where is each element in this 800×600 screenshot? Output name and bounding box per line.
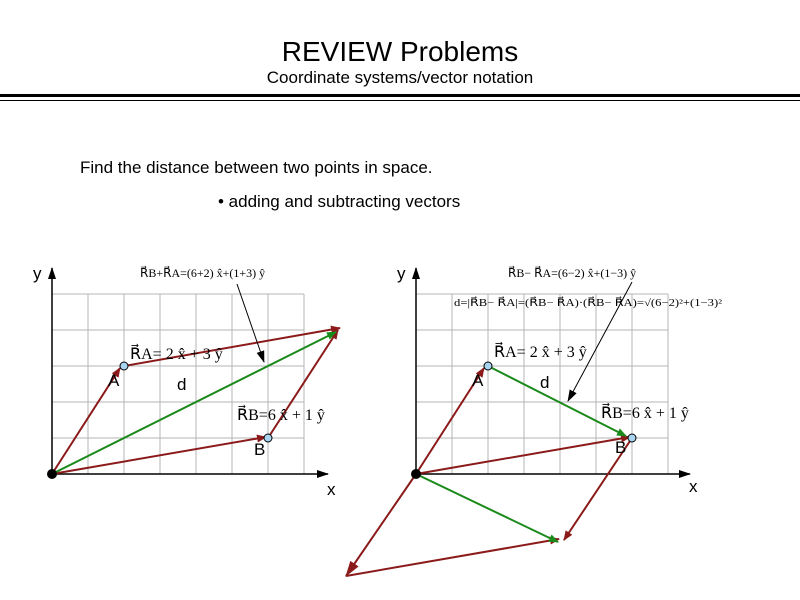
- right-point-a: [484, 362, 492, 370]
- left-eq-rb: R⃗B=6 x̂ + 1 ŷ: [237, 407, 325, 424]
- bullet-item: • adding and subtracting vectors: [218, 192, 461, 211]
- right-point-b: [628, 434, 636, 442]
- right-eq-dist: d=|R⃗B− R⃗A|=(R⃗B− R⃗A)·(R⃗B− R⃗A)=√(6−2)²+(1−3)²: [454, 298, 667, 309]
- page-title: REVIEW Problems: [281, 36, 519, 67]
- problem-statement: Find the distance between two points in space.: [80, 158, 433, 177]
- right-x-label: x: [689, 477, 698, 496]
- left-point-a: [120, 362, 128, 370]
- right-vector-neg-ra: [346, 474, 416, 576]
- left-label-a: A: [108, 371, 120, 390]
- right-vector-rb: [416, 437, 630, 474]
- right-vector-diff-origin: [416, 474, 558, 542]
- right-label-a: A: [472, 371, 484, 390]
- left-eq-sum: R⃗B+R⃗A=(6+2) x̂+(1+3) ŷ: [140, 266, 266, 280]
- right-eq-rb: R⃗B=6 x̂ + 1 ŷ: [601, 405, 689, 422]
- page-subtitle: Coordinate systems/vector notation: [266, 68, 534, 87]
- right-vector-diff: [488, 366, 626, 436]
- left-pointer-line: [237, 284, 264, 362]
- right-diagram: [346, 264, 722, 576]
- left-label-d: d: [177, 375, 187, 394]
- left-label-b: B: [254, 440, 266, 459]
- right-origin-dot: [411, 469, 421, 479]
- left-vector-rb: [52, 437, 266, 474]
- right-y-label: y: [397, 264, 406, 283]
- left-origin-dot: [47, 469, 57, 479]
- left-y-label: y: [33, 264, 42, 283]
- left-eq-ra: R⃗A= 2 x̂ + 3 ŷ: [130, 346, 223, 363]
- right-label-d: d: [540, 373, 550, 392]
- right-vector-rb-translated: [346, 539, 559, 576]
- right-eq-ra: R⃗A= 2 x̂ + 3 ŷ: [494, 344, 587, 361]
- right-eq-diff: R⃗B− R⃗A=(6−2) x̂+(1−3) ŷ: [508, 266, 637, 280]
- left-x-label: x: [327, 480, 336, 499]
- right-label-b: B: [615, 438, 627, 457]
- left-diagram: [33, 264, 340, 499]
